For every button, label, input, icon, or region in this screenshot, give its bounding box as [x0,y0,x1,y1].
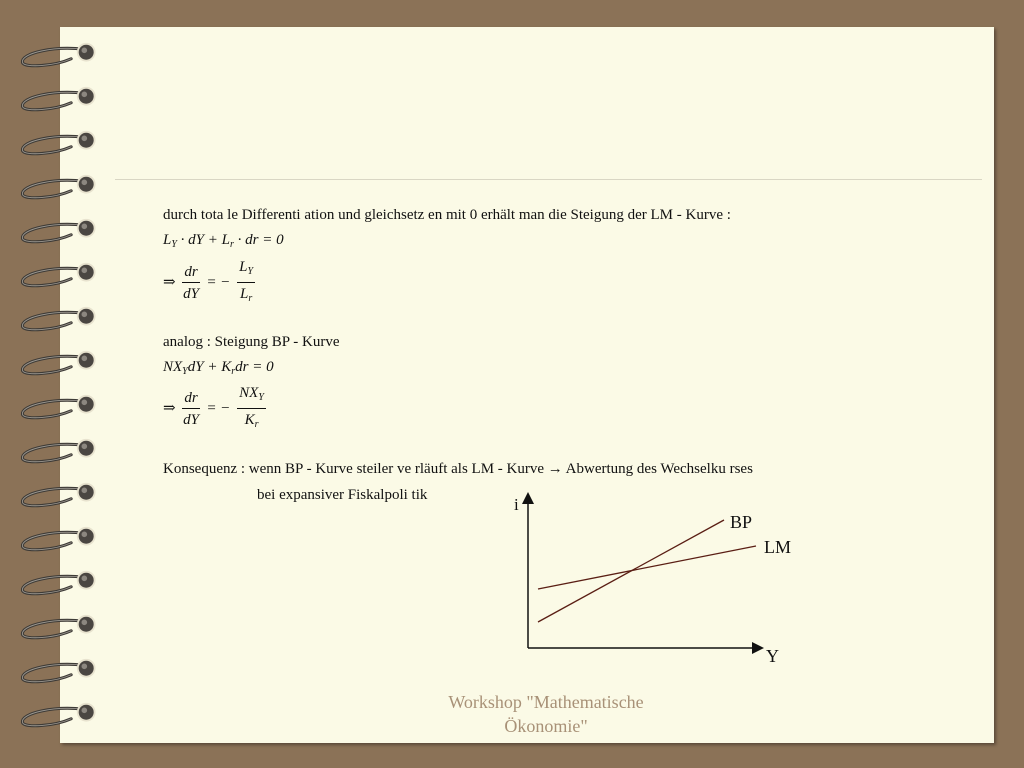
equation-bp-total-differential: $NX_YdY + K_rdr = 0$ [163,359,274,377]
spiral-ring [14,480,104,510]
equation-lm-slope: ⇒ $\frac{dr}{dY}$ = − $\frac{L_Y}{L_r}$ [163,259,254,304]
bp-lm-graph [500,490,810,670]
equation-bp-slope: ⇒ $\frac{dr}{dY}$ = − $\frac{NX_Y}{K_r}$ [163,385,264,430]
lm-label: LM [764,537,791,557]
y-axis-label: i [514,495,519,514]
spiral-ring [14,40,104,70]
spiral-ring [14,216,104,246]
spiral-ring [14,348,104,378]
intro-line: durch tota le Differenti ation und gleichsetz en mit 0 erhält man die Steigung der LM - Kurve : [163,207,731,223]
analog-line: analog : Steigung BP - Kurve [163,334,340,350]
spiral-ring [14,700,104,730]
spiral-ring [14,128,104,158]
footer-line-1: Workshop "Mathematische [448,692,644,712]
consequence-line-2: bei expansiver Fiskalpoli tik [257,487,428,503]
footer-line-2: Ökonomie" [504,716,588,736]
spiral-ring [14,656,104,686]
footer [420,690,672,738]
header-divider [115,179,982,180]
equation-lm-total-differential: $L_Y$ · dY + $L_r$ · dr = 0 [163,232,284,250]
consequence-line: Konsequenz : wenn BP - Kurve steiler ve rläuft als LM - Kurve → Abwertung des Wechselku rses [163,461,753,477]
spiral-ring [14,436,104,466]
bp-label: BP [730,512,753,532]
spiral-ring [14,304,104,334]
spiral-ring [14,84,104,114]
spiral-ring [14,612,104,642]
spiral-ring [14,568,104,598]
lm-curve [538,546,756,589]
spiral-ring [14,524,104,554]
spiral-ring [14,260,104,290]
spiral-ring [14,172,104,202]
spiral-ring [14,392,104,422]
x-axis-label: Y [766,646,779,666]
